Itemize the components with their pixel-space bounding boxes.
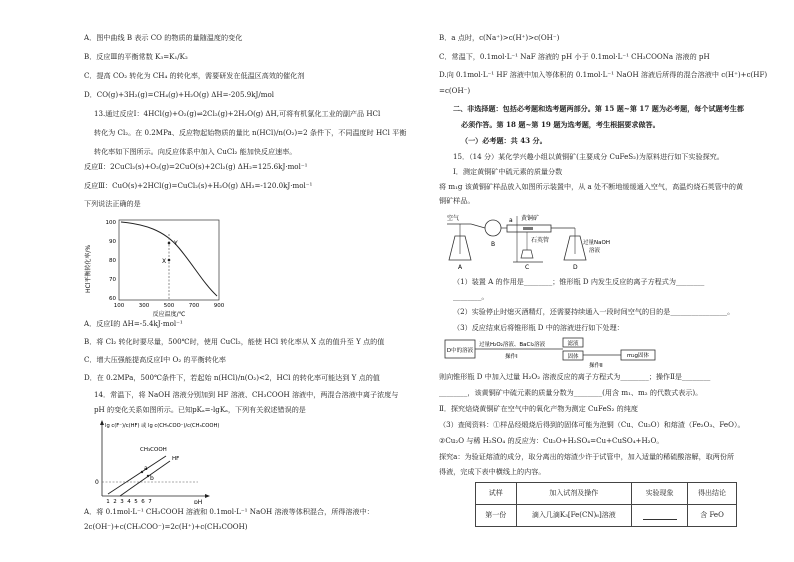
drying-tube-b	[485, 220, 501, 236]
chart1-xtick-label: 500	[163, 303, 175, 309]
chart1-ytick-label: 90	[109, 239, 116, 245]
q15-intro: 将 m₁g 该黄铜矿样品放入如图所示装置中，从 a 处不断地缓缓通入空气，高温灼烧石英管中的黄	[439, 182, 744, 191]
q14-stem: 14．常温下，将 NaOH 溶液分别加到 HF 溶液、CH₃COOH 溶液中，两混合溶液中离子浓度与	[94, 390, 399, 399]
table-header: 实验现象	[632, 483, 688, 505]
label-d: D	[573, 264, 578, 271]
q14-stem-2: pH 的变化关系如图所示。已知pKₐ=-lgKₐ，下列有关叙述错误的是	[94, 405, 306, 414]
chart2-y-arrow-icon	[100, 420, 104, 425]
chart1-point-x	[168, 259, 171, 262]
label-a: A	[458, 264, 463, 271]
experiment-table	[475, 482, 737, 527]
chart1-xlabel: 反应温度/℃	[152, 311, 186, 318]
q15-inquiry-2: 得液，完成下表中横线上的内容。	[439, 467, 546, 476]
air-label: 空气	[447, 215, 460, 222]
apparatus-diagram	[445, 206, 615, 272]
q14-option-a-2: 2c(OH⁻)+c(CH₃COO⁻)=2c(H⁺)+c(CH₃COOH)	[84, 522, 248, 531]
q13-stem-3: 转化率如下图所示。向反应体系中加入 CuCl₂ 能加快反应速率。	[94, 147, 297, 156]
process-flowchart	[443, 336, 723, 372]
table-cell: 第一份	[476, 505, 517, 527]
q13-prompt: 下列说法正确的是	[84, 199, 141, 208]
q15-sub-1: （1）装置 A 的作用是________；锥形瓶 D 内发生反应的离子方程式为________	[453, 277, 705, 286]
chart1-ytick-label: 60	[109, 296, 116, 302]
flow-solid: 固体	[567, 354, 579, 360]
answer-blank	[643, 512, 677, 520]
q13-stem: 13.通过反应Ⅰ：4HCl(g)+O₂(g)⇌2Cl₂(g)+2H₂O(g) ΔH,可将有机氯化工业的副产品 HCl	[94, 109, 381, 118]
chart1-xtick-label: 100	[113, 303, 125, 309]
section-2-heading-2: 必须作答。第 18 题~第 19 题为选考题，考生根据要求做答。	[461, 120, 660, 129]
chart2-series-ch3cooh	[108, 456, 166, 494]
chart1-xtick-label: 300	[138, 303, 150, 309]
chart1-ytick-label: 100	[105, 220, 116, 226]
chart2-label-a: a	[144, 465, 148, 472]
chart2-xtick-label: 5	[134, 499, 138, 504]
table-cell: 滴入几滴K₃[Fe(CN)₆]溶液	[516, 505, 632, 527]
ph-ratio-chart	[88, 418, 258, 504]
q15-sub-2: （2）实验停止时熄灭酒精灯，还需要持续通入一段时间空气的目的是________________。	[453, 307, 735, 316]
q15-sub-3-3: ________，该黄铜矿中硫元素的质量分数为________(用含 m₁、m₂ 的代数式表示)。	[439, 388, 703, 397]
q14-option-a: A．将 0.1mol·L⁻¹ CH₃COOH 溶液和 0.1mol·L⁻¹ NaOH 溶液等体积混合，所得溶液中：	[84, 507, 374, 516]
chart2-ylabel: lg c(F⁻)/c(HF) 或 lg c(CH₃COO⁻)/c(CH₃COOH)	[105, 423, 220, 429]
q12-option-a: A．图中曲线 B 表示 CO 的物质的量随温度的变化	[84, 33, 243, 42]
chart1-xtick-label: 700	[188, 303, 200, 309]
ore-label: 黄铜矿	[521, 215, 540, 222]
q15-sub-3-2: 则向锥形瓶 D 中加入过量 H₂O₂ 溶液反应的离子方程式为________；操作Ⅱ是________	[439, 372, 711, 381]
q14-option-d-2: =c(OH⁻)	[439, 86, 471, 95]
flow-mass: m₂g固体	[626, 353, 650, 359]
chart2-xtick-label: 2	[113, 499, 117, 504]
q13-option-d: D．在 0.2MPa，500℃条件下，若起始 n(HCl)/n(O₂)<2，HCl 的转化率可能达到 Y 点的值	[84, 373, 380, 382]
q14-option-c: C．常温下，0.1mol·L⁻¹ NaF 溶液的 pH 小于 0.1mol·L⁻¹ CH₃COONa 溶液的 pH	[439, 52, 710, 61]
tube-a-b	[471, 224, 485, 228]
flow-op1: 操作Ⅰ	[505, 354, 518, 360]
chart1-xtick-label: 900	[213, 303, 225, 309]
flow-op2: 操作Ⅱ	[589, 363, 603, 369]
chart2-origin: 0	[95, 479, 99, 486]
q13-stem-2: 转化为 Cl₂。在 0.2MPa、反应物起始物质的量比 n(HCl)/n(O₂)=2 条件下，不同温度时 HCl 平衡	[94, 128, 407, 137]
alcohol-lamp	[521, 250, 533, 258]
q13-option-b: B．将 Cl₂ 转化时要尽量，500℃时，使用 CuCl₂，能使 HCl 转化率从 X 点的值升至 Y 点的值	[84, 337, 385, 346]
chart2-xtick-label: 1	[106, 499, 110, 504]
chart2-xlabel: pH	[194, 499, 203, 504]
table-row	[476, 505, 737, 527]
q12-option-b: B．反应Ⅲ的平衡常数 K₃=K₁/K₂	[84, 52, 188, 61]
q12-option-d: D．CO(g)+3H₂(g)=CH₄(g)+H₂O(g) ΔH=-205.9kJ/mol	[84, 90, 275, 99]
chart2-xtick-label: 4	[127, 499, 131, 504]
chart2-label-b: b	[150, 475, 154, 482]
chart1-ylabel: HCl平衡转化率/%	[85, 244, 92, 294]
label-b: B	[491, 241, 496, 248]
reaction-2: 反应Ⅱ：2CuCl₂(s)+O₂(g)=2CuO(s)+2Cl₂(g) ΔH₂=125.6kJ·mol⁻¹	[84, 162, 308, 171]
q13-option-c: C．增大压强能提高反应Ⅰ中 O₂ 的平衡转化率	[84, 355, 226, 364]
naoh-label: 过量NaOH	[583, 240, 610, 246]
chart2-x-arrow-icon	[205, 494, 210, 498]
flow-step1: 过量H₂O₂溶液、BaCl₂溶液	[479, 342, 546, 348]
chart2-xtick-label: 3	[120, 499, 124, 504]
part-2-heading: Ⅱ．探究焙烧黄铜矿在空气中的氧化产物为测定 CuFeS₂ 的纯度	[439, 404, 638, 413]
ore-sample	[523, 227, 533, 230]
q15-intro-2: 铜矿样品。	[439, 196, 475, 205]
chart2-point-a	[141, 471, 143, 473]
chart1-label-x: X	[162, 258, 167, 265]
table-header: 试样	[476, 483, 517, 505]
table-header: 加入试剂及操作	[516, 483, 632, 505]
q13-option-a: A．反应Ⅰ的 ΔH=-5.4kJ·mol⁻¹	[84, 319, 183, 328]
section-2-heading: 二、非选择题：包括必考题和选考题两部分。第 15 题~第 17 题为必考题，每个试题考生都	[453, 104, 744, 113]
quartz-label: 石英管	[531, 237, 550, 244]
chart2-xtick-label: 6	[141, 499, 145, 504]
table-cell: 含 FeO	[688, 505, 737, 527]
chart2-series-label-ch3cooh: CH₃COOH	[140, 447, 167, 453]
q15-stem: 15．（14 分）某化学兴趣小组以黄铜矿(主要成分 CuFeS₂)为原料进行如下实验探究。	[453, 152, 724, 161]
table-header: 得出结论	[688, 483, 737, 505]
required-section-heading: （一）必考题：共 43 分。	[461, 136, 547, 145]
chart2-xtick-label: 7	[148, 499, 152, 504]
q14-option-d: D.向 0.1mol·L⁻¹ HF 溶液中加入等体积的 0.1mol·L⁻¹ NaOH 溶液后所得的混合溶液中 c(H⁺)+c(HF)	[439, 70, 768, 79]
chart2-point-b	[147, 475, 149, 477]
table-header-row	[476, 483, 737, 505]
table-cell-blank	[632, 505, 688, 527]
q15-sub-4: （3）查阅资料：①样品经煅烧后得到的固体可能为泡铜（Cu、Cu₂O）和熔渣（Fe₂O₃、FeO）。	[439, 420, 745, 429]
chart1-point-y	[168, 242, 171, 245]
label-c: C	[525, 264, 530, 271]
q12-option-c: C．提高 CO₂ 转化为 CH₄ 的转化率，需要研发在低温区高效的催化剂	[84, 71, 305, 80]
reaction-3: 反应Ⅲ：CuO(s)+2HCl(g)=CuCl₂(s)+H₂O(g) ΔH₃=-120.0kJ·mol⁻¹	[84, 181, 313, 190]
q14-option-b: B．a 点时，c(Na⁺)>c(H⁺)>c(OH⁻)	[439, 33, 560, 42]
flow-start: D中的溶液	[446, 348, 474, 354]
chart1-ytick-label: 80	[109, 258, 116, 264]
q15-sub-3: （3）反应结束后将锥形瓶 D 中的溶液进行如下处理：	[453, 323, 624, 332]
part-1-heading: Ⅰ．测定黄铜矿中硫元素的质量分数	[453, 167, 563, 176]
q15-sub-1-2: ________。	[453, 292, 489, 301]
q15-inquiry: 探究a：为验证熔渣的成分，取分离出的熔渣少许于试管中，加入适量的稀硫酸溶解，取两份所	[439, 452, 735, 461]
flow-filtrate: 滤液	[567, 341, 579, 347]
a-label: a	[509, 217, 513, 224]
hcl-conversion-chart	[84, 214, 244, 318]
solution-label: 溶液	[589, 248, 601, 254]
chart1-label-y: Y	[174, 240, 178, 247]
chart1-ytick-label: 70	[109, 277, 116, 283]
q15-sub-4-2: ②Cu₂O 与稀 H₂SO₄ 的反应为：Cu₂O+H₂SO₄=Cu+CuSO₄+H₂O。	[439, 436, 664, 445]
chart2-series-label-hf: HF	[172, 456, 180, 462]
